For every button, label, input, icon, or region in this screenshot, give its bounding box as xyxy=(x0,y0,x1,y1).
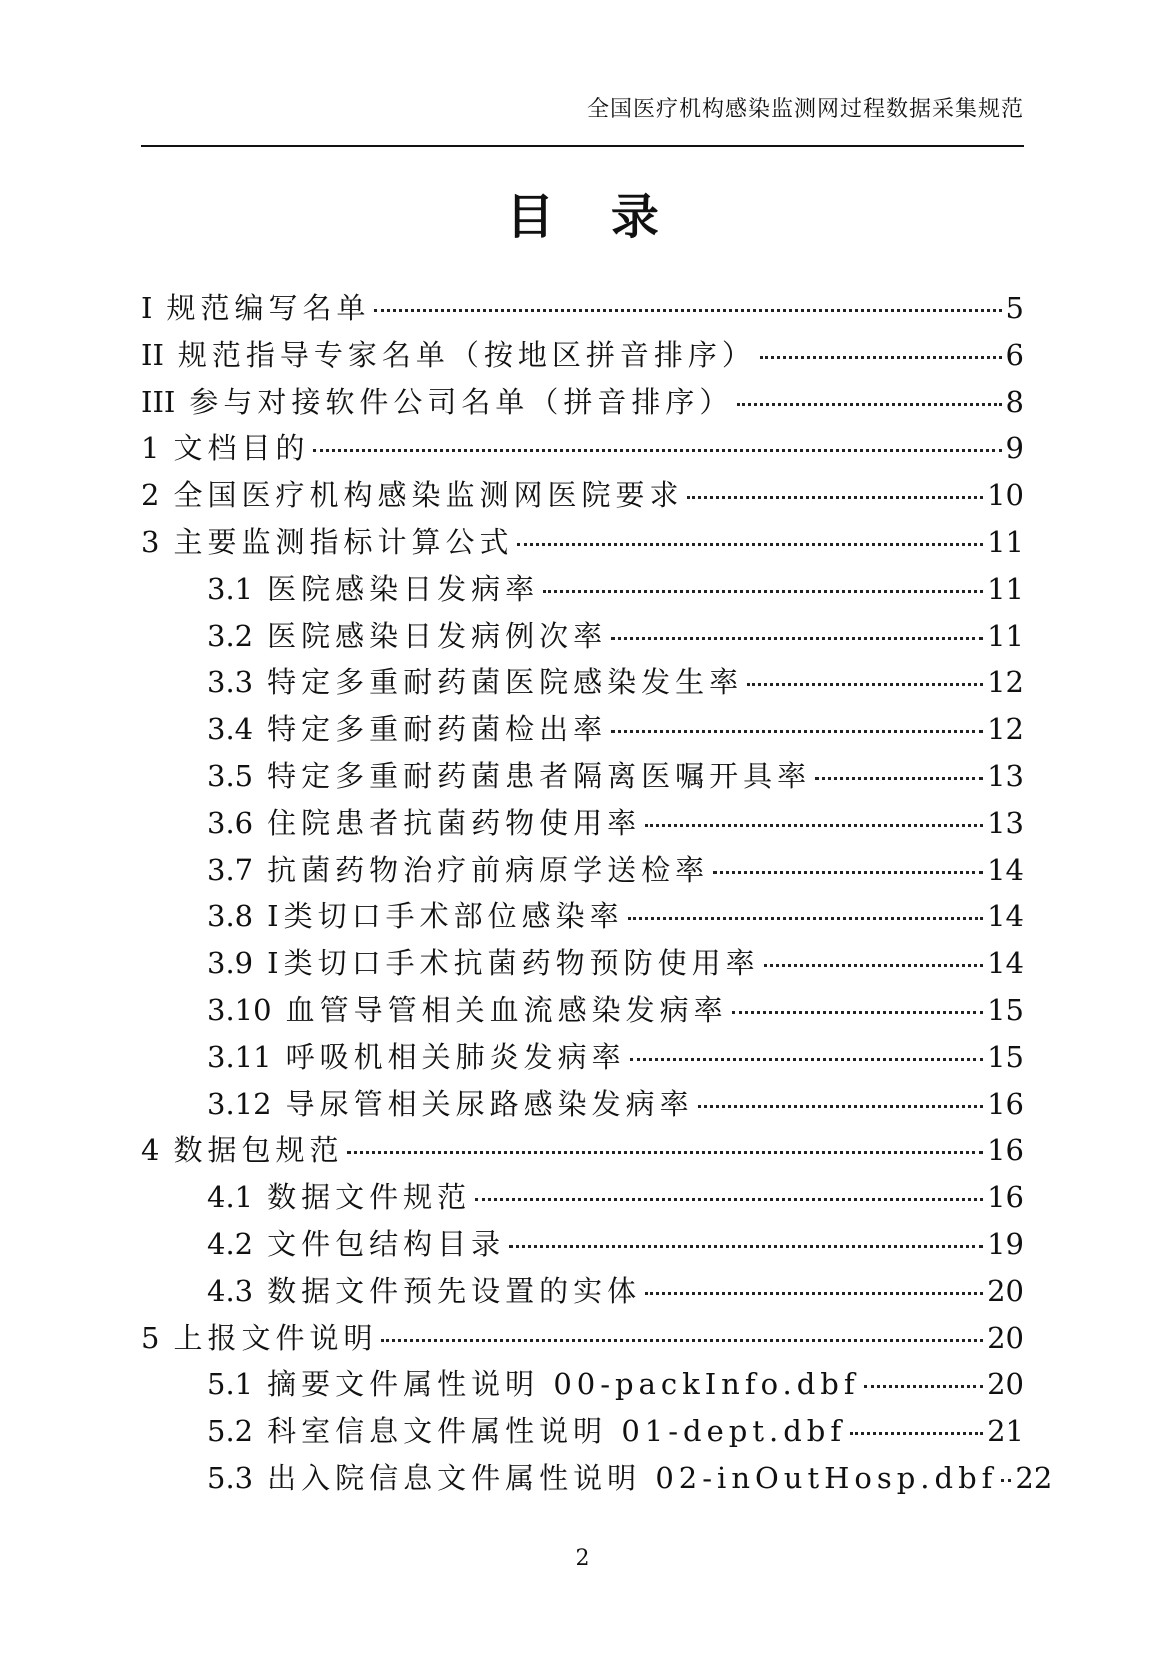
toc-entry-label: 医院感染日发病率 xyxy=(267,571,540,606)
toc-entry-label: 特定多重耐药菌医院感染发生率 xyxy=(267,665,744,700)
toc-entry-page: 9 xyxy=(1005,431,1024,466)
toc-entry[interactable] xyxy=(141,1082,1024,1129)
toc-entry[interactable] xyxy=(141,1128,1024,1175)
toc-title-char-1: 目 xyxy=(506,189,555,245)
toc-entry[interactable] xyxy=(141,426,1024,473)
toc-entry-number: 3.12 xyxy=(207,1086,272,1121)
toc-dot-leader xyxy=(347,1151,983,1154)
toc-title-char-2: 录 xyxy=(610,189,659,245)
toc-entry[interactable] xyxy=(141,1035,1024,1082)
toc-title xyxy=(0,178,1165,247)
toc-entry-page: 16 xyxy=(987,1086,1024,1121)
toc-dot-leader xyxy=(611,637,983,640)
toc-entry-page: 14 xyxy=(987,946,1024,981)
toc-entry-page: 11 xyxy=(987,524,1024,559)
toc-entry-page: 11 xyxy=(987,571,1024,606)
toc-dot-leader xyxy=(611,730,983,733)
toc-entry-page: 12 xyxy=(987,712,1024,747)
toc-entry[interactable] xyxy=(141,707,1024,754)
table-of-contents xyxy=(141,286,1053,1503)
toc-entry-label: 科室信息文件属性说明 01-dept.dbf xyxy=(267,1414,847,1449)
toc-entry[interactable] xyxy=(141,1222,1024,1269)
toc-entry[interactable] xyxy=(141,1456,1053,1503)
toc-entry-label: 数据文件规范 xyxy=(267,1180,472,1215)
toc-dot-leader xyxy=(628,917,984,920)
toc-dot-leader xyxy=(313,449,1001,452)
toc-entry[interactable] xyxy=(141,801,1024,848)
toc-entry-page: 13 xyxy=(987,805,1024,840)
toc-dot-leader xyxy=(543,590,983,593)
toc-entry-label: 数据包规范 xyxy=(173,1133,344,1168)
toc-entry-page: 6 xyxy=(1005,337,1024,372)
toc-entry-number: 4.2 xyxy=(207,1226,254,1261)
toc-entry[interactable] xyxy=(141,848,1024,895)
toc-entry-page: 20 xyxy=(987,1273,1024,1308)
toc-entry-page: 10 xyxy=(987,478,1024,513)
toc-entry-page: 15 xyxy=(987,1039,1024,1074)
toc-dot-leader xyxy=(645,1292,983,1295)
toc-entry[interactable] xyxy=(141,1175,1024,1222)
toc-entry-label: 导尿管相关尿路感染发病率 xyxy=(285,1086,694,1121)
toc-entry-page: 20 xyxy=(987,1320,1024,1355)
toc-dot-leader xyxy=(630,1058,984,1061)
toc-dot-leader xyxy=(517,543,983,546)
toc-dot-leader xyxy=(1001,1479,1011,1482)
toc-entry-label: 特定多重耐药菌检出率 xyxy=(267,712,608,747)
toc-entry-number: 4.1 xyxy=(207,1180,254,1215)
toc-entry[interactable] xyxy=(141,333,1024,380)
toc-entry-label: 参与对接软件公司名单（拼音排序） xyxy=(189,384,734,419)
toc-entry[interactable] xyxy=(141,1362,1024,1409)
toc-entry-page: 12 xyxy=(987,665,1024,700)
toc-dot-leader xyxy=(747,683,983,686)
toc-entry-label: 摘要文件属性说明 00-packInfo.dbf xyxy=(267,1367,860,1402)
toc-entry-label: 呼吸机相关肺炎发病率 xyxy=(285,1039,626,1074)
toc-entry-label: 医院感染日发病例次率 xyxy=(267,618,608,653)
toc-entry-number: 3.9 xyxy=(207,946,254,981)
toc-entry-page: 13 xyxy=(987,758,1024,793)
toc-entry[interactable] xyxy=(141,941,1024,988)
toc-entry-number: 4 xyxy=(141,1133,160,1168)
toc-entry-number: 3.6 xyxy=(207,805,254,840)
toc-entry-number: 2 xyxy=(141,478,160,513)
toc-entry-number: 5.3 xyxy=(207,1460,254,1495)
toc-entry-page: 15 xyxy=(987,992,1024,1027)
toc-entry-label: 主要监测指标计算公式 xyxy=(173,524,514,559)
toc-entry-number: 3.1 xyxy=(207,571,254,606)
toc-dot-leader xyxy=(509,1245,983,1248)
toc-dot-leader xyxy=(815,777,983,780)
toc-entry[interactable] xyxy=(141,520,1024,567)
toc-entry-number: 3.4 xyxy=(207,712,254,747)
toc-entry-label: 上报文件说明 xyxy=(173,1320,378,1355)
toc-entry-label: I类切口手术部位感染率 xyxy=(267,899,624,934)
toc-entry[interactable] xyxy=(141,754,1024,801)
toc-entry-number: 3.7 xyxy=(207,852,254,887)
toc-entry-number: 5 xyxy=(141,1320,160,1355)
toc-entry-page: 5 xyxy=(1005,291,1024,325)
toc-dot-leader xyxy=(864,1385,983,1388)
toc-entry-label: 血管导管相关血流感染发病率 xyxy=(285,992,728,1027)
toc-entry-page: 8 xyxy=(1005,384,1024,419)
toc-dot-leader xyxy=(687,496,983,499)
toc-entry-label: 全国医疗机构感染监测网医院要求 xyxy=(173,478,684,513)
toc-entry-number: 3.2 xyxy=(207,618,254,653)
page-number: 2 xyxy=(575,1546,590,1571)
toc-entry[interactable] xyxy=(141,614,1024,661)
toc-dot-leader xyxy=(374,309,1001,312)
toc-entry-page: 16 xyxy=(987,1180,1024,1215)
toc-dot-leader xyxy=(645,824,983,827)
toc-entry-page: 21 xyxy=(987,1414,1024,1449)
toc-entry-number: 3.11 xyxy=(207,1039,272,1074)
toc-entry[interactable] xyxy=(141,1269,1024,1316)
toc-entry-page: 11 xyxy=(987,618,1024,653)
toc-entry-page: 14 xyxy=(987,899,1024,934)
toc-entry[interactable] xyxy=(141,1316,1024,1363)
toc-entry-number: 1 xyxy=(141,431,160,466)
toc-dot-leader xyxy=(381,1339,983,1342)
toc-entry[interactable] xyxy=(141,473,1024,520)
toc-entry-label: 文件包结构目录 xyxy=(267,1226,506,1261)
toc-entry-label: 规范编写名单 xyxy=(166,291,371,325)
toc-dot-leader xyxy=(698,1105,984,1108)
toc-entry[interactable] xyxy=(141,988,1024,1035)
toc-entry-label: 数据文件预先设置的实体 xyxy=(267,1273,642,1308)
toc-entry-number: 5.2 xyxy=(207,1414,254,1449)
toc-entry-page: 16 xyxy=(987,1133,1024,1168)
toc-entry-number: I xyxy=(141,291,153,325)
toc-entry-page: 19 xyxy=(987,1226,1024,1261)
toc-dot-leader xyxy=(475,1198,983,1201)
toc-dot-leader xyxy=(737,403,1001,406)
toc-entry-number: 3.5 xyxy=(207,758,254,793)
running-header: 全国医疗机构感染监测网过程数据采集规范 xyxy=(586,97,1024,122)
toc-entry-label: 文档目的 xyxy=(173,431,310,466)
toc-dot-leader xyxy=(732,1011,984,1014)
toc-entry[interactable] xyxy=(141,380,1024,427)
toc-dot-leader xyxy=(760,356,1002,359)
toc-entry-page: 14 xyxy=(987,852,1024,887)
toc-entry-label: 特定多重耐药菌患者隔离医嘱开具率 xyxy=(267,758,812,793)
toc-entry[interactable] xyxy=(141,660,1024,707)
toc-entry[interactable] xyxy=(141,1409,1024,1456)
toc-entry-label: 抗菌药物治疗前病原学送检率 xyxy=(267,852,710,887)
toc-dot-leader xyxy=(764,964,984,967)
toc-entry-page: 20 xyxy=(987,1367,1024,1402)
toc-entry[interactable] xyxy=(141,286,1024,333)
toc-entry-page: 22 xyxy=(1015,1460,1053,1495)
toc-entry-label: 规范指导专家名单（按地区拼音排序） xyxy=(177,337,756,372)
toc-entry-number: 3.3 xyxy=(207,665,254,700)
toc-entry-number: II xyxy=(141,337,164,372)
toc-entry-label: I类切口手术抗菌药物预防使用率 xyxy=(267,946,760,981)
toc-entry-number: 3.8 xyxy=(207,899,254,934)
toc-entry-number: 3.10 xyxy=(207,992,272,1027)
toc-entry[interactable] xyxy=(141,567,1024,614)
toc-entry-number: III xyxy=(141,384,176,419)
toc-entry[interactable] xyxy=(141,894,1024,941)
toc-entry-number: 4.3 xyxy=(207,1273,254,1308)
toc-dot-leader xyxy=(713,871,983,874)
toc-entry-label: 住院患者抗菌药物使用率 xyxy=(267,805,642,840)
toc-entry-number: 5.1 xyxy=(207,1367,254,1402)
header-divider xyxy=(141,145,1024,147)
toc-entry-number: 3 xyxy=(141,524,160,559)
toc-dot-leader xyxy=(850,1432,983,1435)
toc-entry-label: 出入院信息文件属性说明 02-inOutHosp.dbf xyxy=(267,1460,998,1495)
